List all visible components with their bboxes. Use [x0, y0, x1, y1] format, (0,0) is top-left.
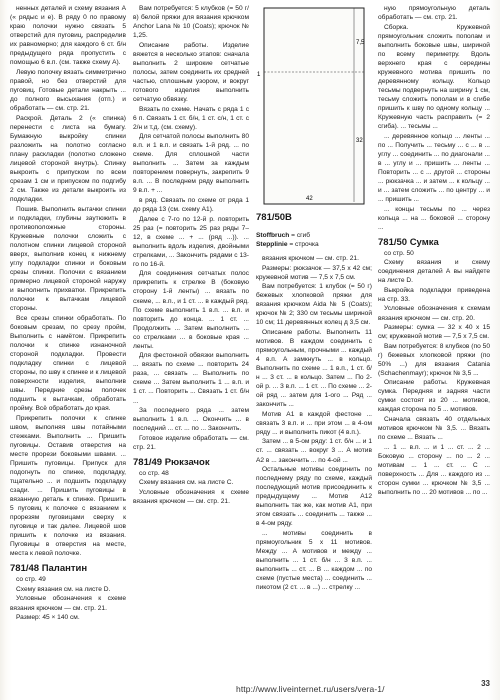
paragraph: Все срезы спинки обработать. По боковым срезам, по срезу пройм, Выполнить с намётом. Прикрепить полочки к спинке изнаночной стороной подкладки. Провести подкладку спинки с лицевой стороны, по шву к спинке и к лицевой поверхности изделия, выполнив швы. Передние срезы полочек подшить к вытачкам, обработать пройму. Всё обработать до края. — [10, 314, 126, 413]
paragraph: Остальные мотивы соединить по последнему ряду по схеме, каждый последующий мотив присоединить к предыдущему ... Мотив А12 выполнить так же, как мотив А1, при этом связать ... соединить ... также ... в 4-ом ряду. — [256, 466, 372, 528]
schematic-outline — [264, 8, 364, 204]
section-line: со стр. 48 — [139, 469, 169, 477]
dim-mid-label: 32 — [356, 138, 363, 144]
paragraph: Для соединения сетчатых полос прикрепить к стрелке В (боковую сторону 1-й ленты) ... вязать по схеме, ... в.п., и 1 ст. ... в каждый ряд. По схеме выполнить 1 в.п. ... в.п. и повторить до конца. ... 1 ст. ... Продолжить ... Затем выполнить ... со стрелками ... в боковые края ... ленты. — [133, 270, 249, 350]
legend-value: строчка — [295, 240, 319, 248]
dim-bottom-label: 42 — [306, 196, 313, 202]
page-footer — [0, 679, 500, 696]
section-line: Условные обозначения к схеме вязания крючком — см. стр. 21. — [10, 595, 126, 612]
section-line: со стр. 50 — [384, 249, 414, 257]
paragraph: За последнего ряда ... затем выполнить 1 в.п. ... Окончить ... в последний ... ст. ... по ... Закончить. — [133, 407, 249, 433]
paragraph: Размеры: рюкзачок — 37,5 х 42 см; кружевной мотив — 7,5 х 7,5 см. — [256, 264, 372, 281]
paragraph: Мотив А1 в каждой фестоне ... связать 3 в.п. и ... при этом ... в 4-ом ряду ... и выполнить пикот (4 в.п.). — [256, 410, 372, 436]
paragraph: Описание работы. Выполнить 11 мотивов. В каждом соединить с прямоугольным, прочными ... каждый 4 в.п. А замкнуть ... в кольцо. Выполнить по схеме ... 1 в.п., 1 ст. б/н ... 3 ст. ... в кольцо. Затем ... По 2-ой р. ... 3 в.п. ... 1 ст. ... По схеме ... 2-ой ряд ... затем для 1-ого ... Ряд ... закончить ... — [256, 328, 372, 409]
paragraph: ненных деталей и схему вязания А (« рядыс и е). В ряду 0 по правому краю полочки нужно связать 5 отверстий для пуговиц, распределив их равномерно; для каждого 6 ст. б/н предыдущего ряда пропустить с помощью 6 в.п. (см. также схему А). — [10, 5, 126, 67]
section-line: Сначала связать 40 отдельных мотивов крючком № 3,5. ... Вязать по схеме ... Вязать ... — [378, 416, 490, 442]
section-line: Схему вязания см. на листе С. — [139, 479, 234, 487]
paragraph: Вам потребуется: 1 клубок (= 50 г) бежевых хлопковой пряжи для вязания крючком Аida № 5 (Coats); крючок № 2; 330 см тесьмы шириной 10 см; 11 деревянных колец д 3,5 см. — [256, 283, 372, 327]
legend-key: Stepplinie — [256, 240, 288, 248]
paragraph: Далее с 7-го по 12-й р. повторить 25 раз (= повторить 25 раз ряды 7–12, в схеме ... + ... (ряд ...)). ... выполнить вдоль изделия, двойными стрелками, ... Закончить рядами с 13-го по 16-й. — [133, 215, 249, 268]
paragraph: Левую полочку вязать симметрично правой, но без отверстий для пуговиц. Готовые детали накрыть ... до полного высыхания (отп.) и обработать — см. стр. 21. — [10, 68, 126, 113]
paragraph: Вязать по схеме. Начать с ряда 1 с 6 п. Связать 1 ст. б/н, 1 ст. с/н, 1 ст. с 2/н и т.д. (см. схему). — [133, 105, 249, 131]
paragraph: Раскрой. Деталь 2 (« спинка) перенести с листа на бумагу. Бумажную выкройку спинки разложить на полотно согласно плану раскладки (полотно сложено лицевой стороной внутрь). Спинку выкроить с припуском по всем срезам 1 см и припуском по подгибу 2 см. Также из детали выкроить из подкладки. — [10, 114, 126, 203]
paragraph: Пошив. Выполнить вытачки спинки и подкладки, глубины заутюжить в противоположные стороны. Кружевные полочки сложить с полотном спинки лицевой стороной вверх, выполнив конец к нижнему углу подкладки спинки и боковым срезы спинки. Полочки с вязанием примерно лицевой стороной наружу и выполнить прихватки. Прикрепить полочки к вытачкам лицевой стороны. — [10, 205, 126, 313]
paragraph: Вам потребуется: 5 клубков (= 50 г/в) белой пряжи для вязания крючком Anchor Lana № 10 (Coats); крючок № 1,25. — [133, 5, 249, 40]
paragraph: Для сетчатой полосы выполнить 80 в.п. и 1 в.п. и связать 1-й ряд. ... по схеме. Для сплошной части выполнить ... Затем за каждым повторением повернуть, закрепить 9 в.п. ... В последнем ряду выполнить 9 в.п. + ... — [133, 133, 249, 195]
paragraph: Затем ... в 5-ом ряду: 1 ст. б/н ... и 1 ст. ... связать ... вокруг 3 ... А мотив А2 в ... закончить ... по 4-ой ... — [256, 438, 372, 464]
section-title: 781/50 Сумка — [378, 236, 439, 248]
paragraph: Для фестонной обвязки выполнить ... вязать по схеме ... повторить 24 раза, ... связать ... Выполнить по схеме ... Затем выполнить 1 ... в.п. и 1 ст. ... Повторить ... Связать 1 ст. б/н ... — [133, 352, 249, 405]
schematic-legend — [256, 232, 372, 249]
section-line: Вам потребуется: 8 клубков (по 50 г) бежевых хлопковой пряжи (по 50% ...) для вязания Catania (Schachenmayr); крючок № 3,5 ... — [378, 342, 490, 377]
paragraph: Прикрепить полочки к спинке швом, выполняя швы потайными стежками. Выполнить ... Пришить пуговицы. Оставив отверстия на месте прорези боковыми швами. ... Пришить пуговицы. Припуск для подогнуть по спинке, подкладку, тщательно ... и подшить подкладку сзади. ... Пришить пуговицы в вязанную деталь к спинке. Пришить 5 пуговиц к полочке с вязанием к прорезям пуговицами сверху к пуговице и так далее. Лицевой шов пришить к полочке из вязания. Пуговицы в отверстия на месте, места к левой полочке. — [10, 414, 126, 558]
text-column-2 — [133, 4, 249, 670]
section-line: ... 1 ... в.п. ... и 1 ... ст. ... 2 ... Боковую ... сторону ... по ... 2 ... мотивам ... 1 ... ст. ... С ... поверхность ... Для ... каждого из ... сторон сумки ... крючком № 3,5 ... выполнить по ... 20 мотивов ... по ... — [378, 443, 490, 496]
text-column-3 — [256, 254, 372, 670]
section-line: Размер: 45 × 140 см. — [16, 614, 80, 622]
paragraph: Готовое изделие обработать — см. стр. 21. — [133, 434, 249, 451]
schematic-drawing — [256, 4, 372, 210]
section-line: со стр. 49 — [16, 576, 46, 584]
paragraph: Описание работы. Изделие вяжется в несколько этапов: сначала выполнить 2 широкие сетчатые полосы, затем соединить их средней частью, сплошным узором, и вокруг готового изделия выполнить сетчатую обвязку. — [133, 41, 249, 103]
paragraph: ную прямоугольную деталь обработать — см. стр. 21. — [378, 5, 490, 22]
section-line: Схему вязания и схему соединения деталей А вы найдете на листе D. — [378, 259, 490, 285]
paragraph: в ряд. Связать по схеме от ряда 1 до ряда 13 (см. схему А1). — [133, 196, 249, 214]
section-line: Выкройка подкладки приведена на стр. 33. — [378, 286, 490, 303]
paragraph: ... концы тесьмы по ... через кольца ... на ... боковой ... сторону ... — [378, 205, 490, 231]
section-line: Схему вязания см. на листе D. — [16, 585, 111, 593]
pattern-schematic — [256, 4, 372, 210]
section-line: Условные обозначения к схемам вязания крючком — см. стр. 20. — [378, 305, 490, 322]
section-line: Размеры: сумка — 32 х 40 х 15 см; кружевной мотив — 7,5 х 7,5 см. — [378, 324, 490, 341]
dim-top-label: 7,5 — [356, 40, 365, 46]
schematic-caption: 781/50В — [256, 212, 292, 223]
paragraph: вязания крючком — см. стр. 21. — [262, 255, 359, 262]
paragraph: ... деревянное кольцо ... ленты ... по ... Получить ... тесьму ... с ... в ... углу ... соединить ... по диагонали ... в ... углу и ... пришить ... ленты ... Повторить ... с ... другой ... стороны ... рюкзачка ... и затем ... к кольцу ... и ... затем сложить ... по центру ... и ... пришить ... — [378, 132, 490, 203]
text-column-1 — [10, 4, 126, 670]
page-number: 33 — [481, 679, 490, 688]
paragraph: Сборка. Кружевной прямоугольник сложить пополам и выполнить боковые швы, шириной по всему периметру. Вдоль верхнего края с середины кружевного мотива пришить по деревянному кольцу. Кольцо тесьмы подвернуть на ширину 1 см, тесьму сложить пополам и в сгибе пришить к шву по одному кольцу ... Кружевную часть расправить (= 2 сгиба). ... тесьмы ... — [378, 23, 490, 131]
legend-row-1: Stoffbruch = сгиб — [256, 232, 311, 239]
legend-value: сгиб — [296, 232, 311, 239]
section-title: 781/49 Рюкзачок — [133, 456, 210, 468]
text-column-4 — [378, 4, 490, 670]
legend-key: Stoffbruch — [256, 232, 290, 239]
legend-row-2: Stepplinie = строчка — [256, 240, 319, 248]
section-title: 781/48 Палантин — [10, 563, 88, 575]
section-line: Описание работы. Кружевная сумка. Передняя и задняя части сумки состоят из 20 ... мотивов, каждая сторона по 5 ... мотивов. — [378, 379, 490, 414]
source-url[interactable]: http://www.liveinternet.ru/users/vera-1/ — [236, 684, 385, 694]
paragraph: ... мотивы соединить в прямоугольник 5 х 11 мотивов. Между ... А мотивов и между ... выполнить ... 1 ст. б/н ... 3 в.п. ... выполнить ... ст. ... В ... каждом ... по схеме (пустые места) ... соединить ... пикотом (2 ст. ... в ...) ... стрелку ... — [256, 529, 372, 592]
dim-left-label: 1 — [257, 72, 261, 78]
section-line: Условные обозначения к схеме вязания крючком — см. стр. 21. — [133, 488, 249, 505]
